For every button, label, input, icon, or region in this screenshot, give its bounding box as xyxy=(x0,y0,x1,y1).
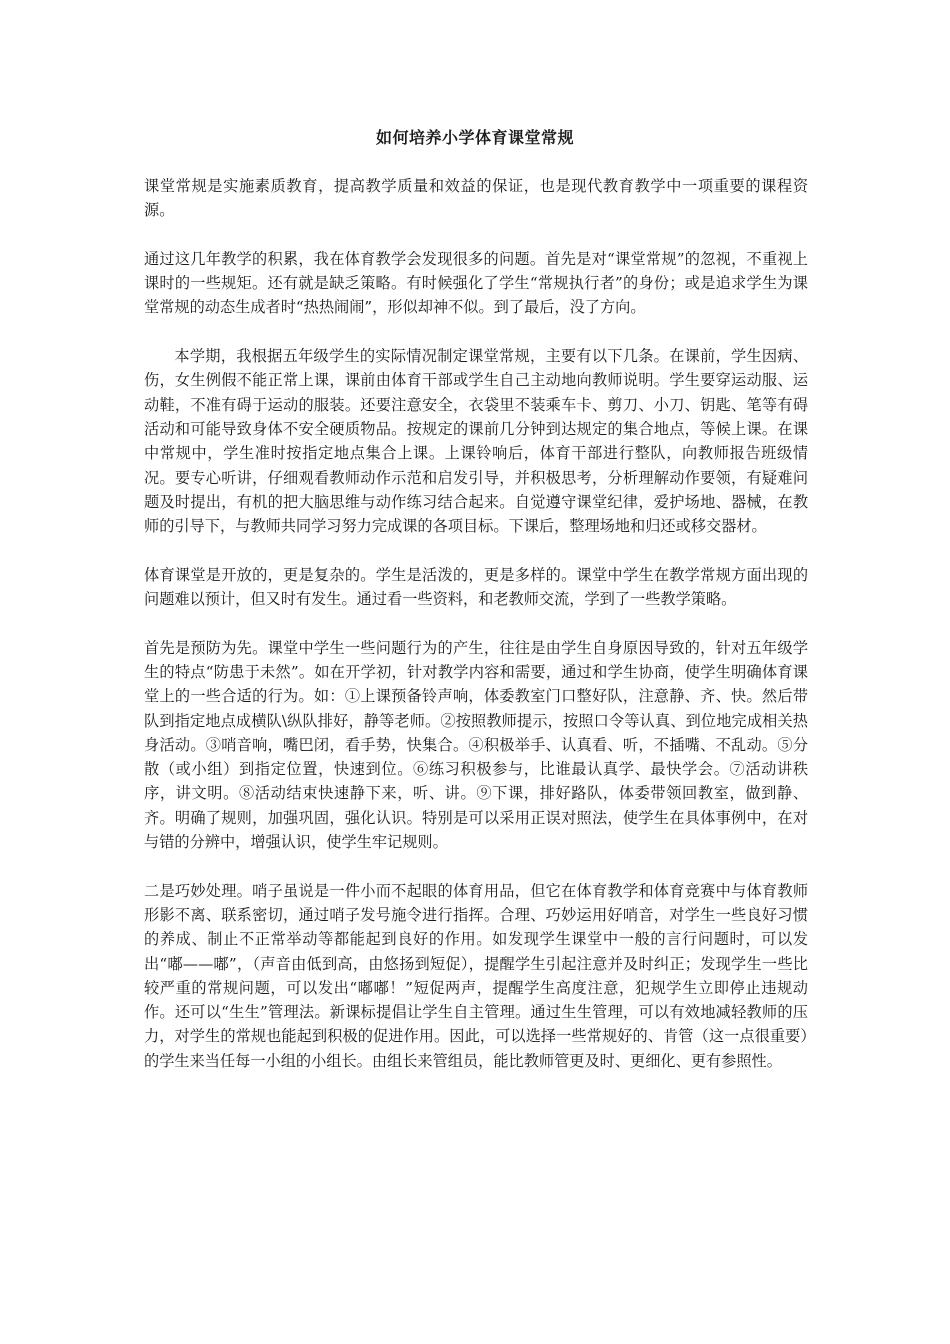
paragraph-routine-rules: 本学期，我根据五年级学生的实际情况制定课堂常规，主要有以下几条。在课前，学生因病、伤，女生例假不能正常上课，课前由体育干部或学生自己主动地向教师说明。学生要穿运动服、运动鞋，不准有碍于运动的服装。还要注意安全，衣袋里不装乘车卡、剪刀、小刀、钥匙、笔等有碍活动和可能导致身体不安全硬质物品。按规定的课前几分钟到达规定的集合地点，等候上课。在课中常规中，学生准时按指定地点集合上课。上课铃响后，体育干部进行整队，向教师报告班级情况。要专心听讲，仔细观看教师动作示范和启发引导，并积极思考，分析理解动作要领，有疑难问题及时提出，有机的把大脑思维与动作练习结合起来。自觉遵守课堂纪律，爱护场地、器械，在教师的引导下，与教师共同学习努力完成课的各项目标。下课后，整理场地和归还或移交器材。 xyxy=(144,347,808,536)
document-body xyxy=(144,174,808,1073)
paragraph-intro: 课堂常规是实施素质教育，提高教学质量和效益的保证，也是现代教育教学中一项重要的课程资源。 xyxy=(144,177,808,220)
paragraph-clever-handling: 二是巧妙处理。哨子虽说是一件小而不起眼的体育用品，但它在体育教学和体育竞赛中与体育教师形影不离、联系密切，通过哨子发号施令进行指挥。合理、巧妙运用好哨音，对学生一些良好习惯的养成、制止不正常举动等都能起到良好的作用。如发现学生课堂中一般的言行问题时，可以发出“嘟——嘟”，（声音由低到高，由悠扬到短促），提醒学生引起注意并及时纠正；发现学生一些比较严重的常规问题，可以发出“嘟嘟！”短促两声，提醒学生高度注意，犯规学生立即停止违规动作。还可以“生生”管理法。新课标提倡让学生自主管理。通过生生管理，可以有效地减轻教师的压力，对学生的常规也能起到积极的促进作用。因此，可以选择一些常规好的、肯管（这一点很重要）的学生来当任每一小组的小组长。由组长来管组员，能比教师管更及时、更细化、更有参照性。 xyxy=(144,881,808,1070)
paragraph-open-classroom: 体育课堂是开放的，更是复杂的。学生是活泼的，更是多样的。课堂中学生在教学常规方面出现的问题难以预计，但又时有发生。通过看一些资料，和老教师交流，学到了一些教学策略。 xyxy=(144,565,808,609)
paragraph-problems: 通过这几年教学的积累，我在体育教学会发现很多的问题。首先是对“课堂常规”的忽视，不重视上课时的一些规矩。还有就是缺乏策略。有时候强化了学生“常规执行者”的身份；或是追求学生为课堂常规的动态生成者时“热热闹闹”，形似却神不似。到了最后，没了方向。 xyxy=(144,249,808,317)
paragraph-prevention-first: 首先是预防为先。课堂中学生一些问题行为的产生，往往是由学生自身原因导致的，针对五年级学生的特点“防患于未然”。如在开学初，针对教学内容和需要，通过和学生协商，使学生明确体育课堂上的一些合适的行为。如：①上课预备铃声响，体委教室门口整好队，注意静、齐、快。然后带队到指定地点成横队\纵队排好，静等老师。②按照教师提示，按照口令等认真、到位地完成相关热身活动。③哨音响，嘴巴闭，看手势，快集合。④积极举手、认真看、听，不插嘴、不乱动。⑤分散（或小组）到指定位置，快速到位。⑥练习积极参与，比谁最认真学、最快学会。⑦活动讲秩序，讲文明。⑧活动结束快速静下来，听、讲。⑨下课，排好路队，体委带领回教室，做到静、齐。明确了规则，加强巩固，强化认识。特别是可以采用正误对照法，使学生在具体事例中，在对与错的分辨中，增强认识，使学生牢记规则。 xyxy=(144,638,808,852)
document-title: 如何培养小学体育课堂常规 xyxy=(375,128,574,147)
